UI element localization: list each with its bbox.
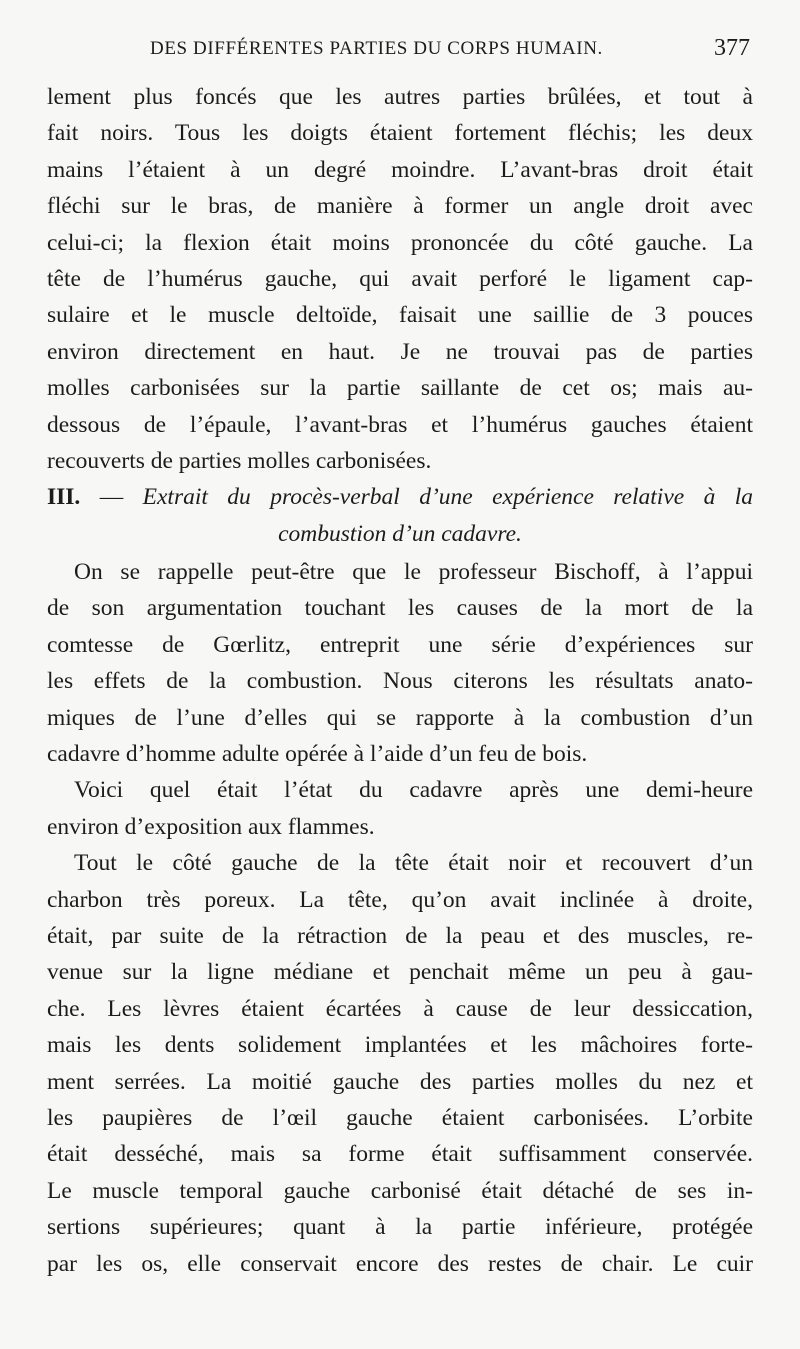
text-line: mains l’étaient à un degré moindre. L’avant-bras droit était <box>47 156 753 183</box>
text-line: les paupières de l’œil gauche étaient carbonisées. L’orbite <box>47 1104 753 1131</box>
text-line: environ directement en haut. Je ne trouvai pas de parties <box>47 338 753 365</box>
section-heading-line-1 <box>47 479 753 515</box>
text-line: charbon très poreux. La tête, qu’on avait inclinée à droite, <box>47 886 753 913</box>
running-header <box>0 35 800 68</box>
text-line: venue sur la ligne médiane et penchait même un peu à gau- <box>47 959 753 986</box>
text-line: Voici quel était l’état du cadavre après une demi-heure <box>74 777 753 804</box>
text-line: fait noirs. Tous les doigts étaient fortement fléchis; les deux <box>47 120 753 147</box>
section-title-line-1: Extrait du procès-verbal d’une expérience relative à la <box>142 484 754 511</box>
text-line: lement plus foncés que les autres parties brûlées, et tout à <box>47 84 753 110</box>
text-line: dessous de l’épaule, l’avant-bras et l’humérus gauches étaient <box>47 411 753 438</box>
running-title: DES DIFFÉRENTES PARTIES DU CORPS HUMAIN. <box>150 38 603 59</box>
paragraph-2 <box>47 554 753 772</box>
text-line: mais les dents solidement implantées et les mâchoires forte- <box>47 1032 753 1059</box>
section-number: III. <box>47 484 81 511</box>
text-line: recouverts de parties molles carbonisées. <box>47 447 432 474</box>
text-line: était desséché, mais sa forme était suffisamment conservée. <box>47 1141 753 1168</box>
text-line: de son argumentation touchant les causes de la mort de la <box>47 595 753 622</box>
text-line: miques de l’une d’elles qui se rapporte à la combustion d’un <box>47 704 753 731</box>
text-line: sulaire et le muscle deltoïde, faisait une saillie de 3 pouces <box>47 302 753 329</box>
paragraph-1 <box>47 79 753 479</box>
text-line: ment serrées. La moitié gauche des parties molles du nez et <box>47 1068 753 1095</box>
text-line: On se rappelle peut-être que le professeur Bischoff, à l’appui <box>74 559 753 586</box>
text-line: celui-ci; la flexion était moins prononcée du côté gauche. La <box>47 229 753 256</box>
section-dash: — <box>99 484 124 511</box>
text-line: Tout le côté gauche de la tête était noir et recouvert d’un <box>74 850 753 877</box>
body-text <box>47 79 753 1282</box>
text-line: Le muscle temporal gauche carbonisé était détaché de ses in- <box>47 1177 753 1204</box>
text-line: molles carbonisées sur la partie saillante de cet os; mais au- <box>47 375 753 402</box>
text-line: était, par suite de la rétraction de la peau et des muscles, re- <box>47 922 753 949</box>
text-line: par les os, elle conservait encore des restes de chair. Le cuir <box>47 1250 753 1277</box>
text-line: cadavre d’homme adulte opérée à l’aide d’un feu de bois. <box>47 741 588 768</box>
paragraph-3 <box>47 772 753 845</box>
page-number: 377 <box>714 35 750 61</box>
text-line: sertions supérieures; quant à la partie inférieure, protégée <box>47 1214 753 1241</box>
text-line: fléchi sur le bras, de manière à former un angle droit avec <box>47 193 753 220</box>
section-heading <box>47 479 753 552</box>
section-heading-line-2 <box>47 516 753 552</box>
paragraph-4 <box>47 845 753 1282</box>
section-title-line-2: combustion d’un cadavre. <box>278 520 522 547</box>
text-line: les effets de la combustion. Nous citerons les résultats anato- <box>47 668 753 695</box>
text-line: environ d’exposition aux flammes. <box>47 813 375 840</box>
text-line: tête de l’humérus gauche, qui avait perforé le ligament cap- <box>47 265 753 292</box>
text-line: che. Les lèvres étaient écartées à cause de leur dessiccation, <box>47 995 753 1022</box>
text-line: comtesse de Gœrlitz, entreprit une série d’expériences sur <box>47 631 753 658</box>
